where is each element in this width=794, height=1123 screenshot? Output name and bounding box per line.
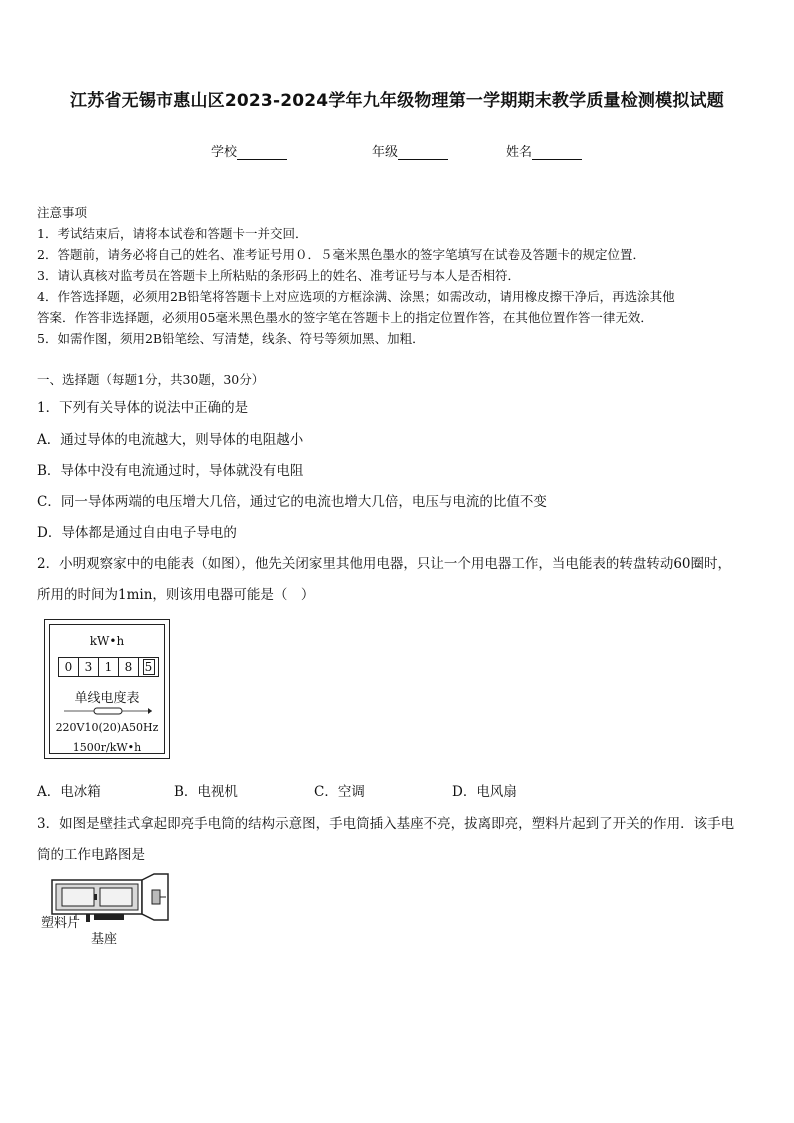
name-label: 姓名	[506, 145, 533, 160]
name-field	[506, 141, 582, 160]
question-2-option-b: B．电视机	[174, 784, 238, 800]
notice-item: 3．请认真核对监考员在答题卡上所粘贴的条形码上的姓名、准考证号与本人是否相符．	[37, 268, 520, 283]
meter-digit: 3	[79, 658, 99, 676]
section-heading: 一、选择题（每题1分，共30题，30分）	[37, 372, 265, 387]
notice-item: 答案．作答非选择题，必须用05毫米黑色墨水的签字笔在答题卡上的指定位置作答，在其他位置作答一律无效．	[37, 310, 653, 325]
question-2-option-d: D．电风扇	[452, 784, 517, 800]
meter-name: 单线电度表	[74, 691, 140, 706]
plastic-tab-label: 塑料片	[41, 916, 81, 931]
meter-digit: 8	[119, 658, 139, 676]
meter-digit: 5	[143, 659, 155, 675]
question-1-stem: 1．下列有关导体的说法中正确的是	[37, 400, 249, 416]
meter-rate: 1500r/kW•h	[72, 741, 142, 754]
energy-meter-figure	[44, 619, 170, 759]
meter-digits	[58, 657, 159, 677]
question-2-stem-line2: 所用的时间为1min，则该用电器可能是（ ）	[37, 587, 315, 603]
notice-heading: 注意事项	[37, 205, 88, 220]
question-1-option-b: B．导体中没有电流通过时，导体就没有电阻	[37, 463, 304, 479]
meter-digit-decimal	[139, 658, 158, 676]
school-label: 学校	[211, 145, 238, 160]
energy-meter-panel	[49, 624, 165, 754]
question-2-option-c: C．空调	[314, 784, 365, 800]
grade-label: 年级	[372, 145, 399, 160]
question-3-stem-line1: 3．如图是壁挂式拿起即亮手电筒的结构示意图，手电筒插入基座不亮，拔离即亮，塑料片起到了开关的作用．该手电	[37, 816, 735, 832]
question-2-stem-line1: 2．小明观察家中的电能表（如图），他先关闭家里其他用电器，只让一个用电器工作，当电能表的转盘转动60圈时，	[37, 556, 732, 572]
grade-field	[372, 141, 448, 160]
meter-digit: 0	[59, 658, 79, 676]
notice-item: 5．如需作图，须用2B铅笔绘、写清楚，线条、符号等须加黑、加粗．	[37, 331, 425, 346]
exam-title: 江苏省无锡市惠山区2023-2024学年九年级物理第一学期期末教学质量检测模拟试题	[70, 91, 724, 111]
school-field	[211, 141, 287, 160]
meter-digit: 1	[99, 658, 119, 676]
meter-disc-icon	[64, 705, 152, 717]
meter-unit: kW•h	[89, 634, 125, 648]
question-1-option-a: A．通过导体的电流越大，则导体的电阻越小	[37, 432, 304, 448]
grade-blank[interactable]	[398, 145, 448, 160]
question-2-option-a: A．电冰箱	[37, 784, 101, 800]
question-3-stem-line2: 筒的工作电路图是	[37, 847, 145, 863]
base-label: 基座	[91, 932, 118, 947]
notice-item: 2．答题前，请务必将自己的姓名、准考证号用０．５毫米黑色墨水的签字笔填写在试卷及答题卡的规定位置．	[37, 247, 645, 262]
notice-item: 1．考试结束后，请将本试卷和答题卡一并交回．	[37, 226, 308, 241]
question-1-option-d: D．导体都是通过自由电子导电的	[37, 525, 237, 541]
meter-spec: 220V10(20)A50Hz	[55, 721, 159, 734]
notice-item: 4．作答选择题，必须用2B铅笔将答题卡上对应选项的方框涂满、涂黑；如需改动，请用橡皮擦干净后，再选涂其他	[37, 289, 675, 304]
school-blank[interactable]	[237, 145, 287, 160]
name-blank[interactable]	[532, 145, 582, 160]
question-1-option-c: C．同一导体两端的电压增大几倍，通过它的电流也增大几倍，电压与电流的比值不变	[37, 494, 547, 510]
